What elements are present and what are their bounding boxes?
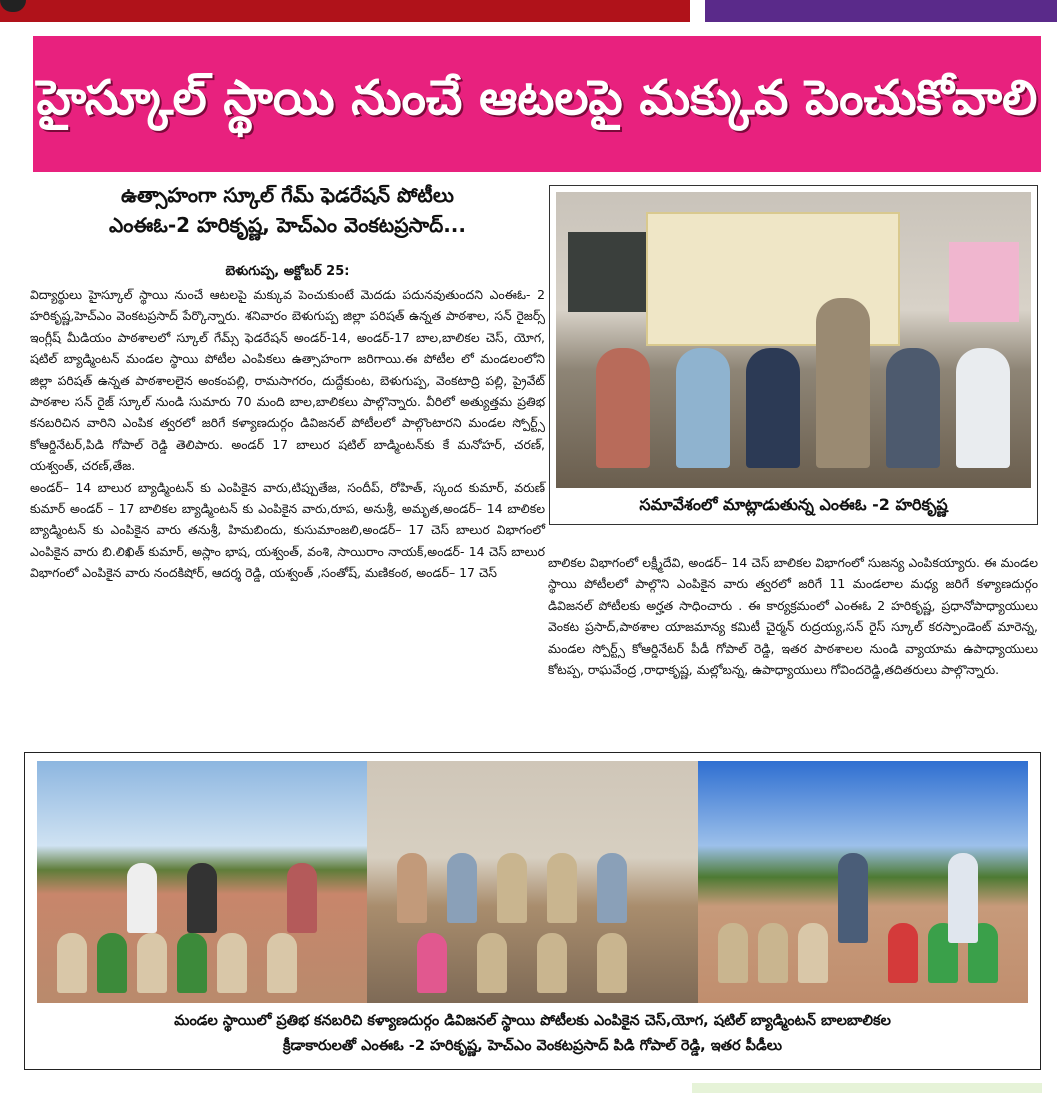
photo-person	[597, 853, 627, 923]
photo-wall-chart	[949, 242, 1019, 322]
photo-person	[397, 853, 427, 923]
players-photo-badminton	[698, 761, 1028, 1003]
photo-person	[886, 348, 940, 468]
photo-person	[956, 348, 1010, 468]
photo-person	[816, 298, 870, 468]
article-paragraph-1: విద్యార్థులు హైస్కూల్ స్థాయి నుంచే ఆటలపై మక్కువ పెంచుకుంటే మెదడు పదునవుతుందని ఎంఈఓ- 2 హరికృష్ణ,హెచ్ఎం వెంకటప్రసాద్ పేర్కొన్నారు. శనివారం బెళుగుప్ప జిల్లా పరిషత్ ఉన్నత పాఠశాల, సన్ రైజర్స్ ఇంగ్లీష్ మీడియం పాఠశాలలో స్కూల్ గేమ్స్ ఫెడరేషన్ అండర్-14, అండర్-17 బాల,బాలికల చెస్, యోగ, షటిల్ బ్యాడ్మింటన్ మండల స్థాయి పోటీల ఎంపికలు ఉత్సాహంగా జరిగాయి.ఈ పోటీల లో మండలంలోని జిల్లా పరిషత్ ఉన్నత పాఠశాలలైన అంకంపల్లి, రామసాగరం, దుద్దేకుంట, బెళుగుప్ప, వెంకటాద్రి పల్లి, ప్రైవేట్ పాఠశాల సన్ రైజ్ స్కూల్ నుండి సుమారు 70 మంది బాల,బాలికలు పాల్గొన్నారు. వీరిలో అత్యుత్తమ ప్రతిభ కనబరిచిన వారిని ఎంపిక త్వరలో జరిగే కళ్యాణదుర్గం డివిజనల్ పోటీలలో పాల్గొంటారని మండల స్పోర్ట్స్ కోఆర్డినేటర్,పిడి గోపాల్ రెడ్డి తెలిపారు. అండర్ 17 బాలుర షటిల్ బాడ్మింటన్‌కు కే మనోహర్, చరణ్, యశ్వంత్, చరణ్,తేజ.	[30, 287, 545, 474]
photo-person	[798, 923, 828, 983]
photo-person	[718, 923, 748, 983]
photo-person	[758, 923, 788, 983]
photo-person	[948, 853, 978, 943]
photo-person	[267, 933, 297, 993]
players-photo-chess	[367, 761, 697, 1003]
photo-person	[447, 853, 477, 923]
photo-person	[537, 933, 567, 993]
subheadline-line-2: ఎంఈఓ-2 హరికృష్ణ, హెచ్ఎం వెంకటప్రసాద్...	[109, 213, 466, 237]
photo-person	[57, 933, 87, 993]
players-photo-box	[24, 752, 1041, 1070]
players-photo-ground	[37, 761, 367, 1003]
top-bar-purple-segment	[705, 0, 1057, 22]
players-photo-caption	[25, 1009, 1040, 1059]
photo-person	[177, 933, 207, 993]
article-column-right	[548, 552, 1038, 680]
photo-person	[477, 933, 507, 993]
headline: హైస్కూల్ స్థాయి నుంచే ఆటలపై మక్కువ పెంచుకోవాలి	[36, 70, 1038, 126]
meeting-photo-caption: సమావేశంలో మాట్లాడుతున్న ఎంఈఓ -2 హరికృష్ణ	[639, 495, 948, 514]
photo-person	[888, 923, 918, 983]
photo-person	[497, 853, 527, 923]
headline-banner	[33, 36, 1041, 172]
top-color-bar	[0, 0, 1057, 22]
article-paragraph-2: అండర్– 14 బాలుర బ్యాడ్మింటన్ కు ఎంపికైన వారు,టిప్పుతేజ, సందీప్, రోహిత్, స్కంద కుమార్, వరుణ్ కుమార్ అండర్ – 17 బాలికల బ్యాడ్మింటన్ కు ఎంపికైన వారు,రూప, అనుశ్రీ, అమృత,అండర్– 14 బాలికల బ్యాడ్మింటన్ కు ఎంపికైన వారు తనుశ్రీ, హిమబిందు, కుసుమాంజలి,అండర్– 17 చెస్ బాలుర విభాగంలో ఎంపికైన వారు బి.లిఖిత్ కుమార్, అస్లాం భాష, యశ్వంత్, వంశి, సాయిరాం నాయక్,అండర్- 14 చెస్ బాలుర విభాగంలో ఎంపికైన వారు నందకిషోర్, ఆదర్శ రెడ్డి, యశ్వంత్ ,సంతోష్, మణికంఠ, అండర్– 17 చెస్	[30, 479, 545, 581]
dateline: బెళుగుప్ప, అక్టోబర్ 25:	[225, 264, 350, 279]
players-caption-line-2: క్రీడాకారులతో ఎంఈఓ -2 హరికృష్ణ, హెచ్ఎం వెంకటప్రసాద్ పిడి గోపాల్ రెడ్డి, ఇతర పీడీలు	[282, 1038, 782, 1054]
meeting-photo-frame	[549, 185, 1038, 525]
photo-person	[187, 863, 217, 933]
top-bar-red-segment	[0, 0, 690, 22]
photo-person	[217, 933, 247, 993]
players-photo-strip	[37, 761, 1028, 1003]
photo-person	[547, 853, 577, 923]
photo-person	[597, 933, 627, 993]
article-paragraph-3: బాలికల విభాగంలో లక్ష్మీదేవి, అండర్– 14 చెస్ బాలికల విభాగంలో సుజన్య ఎంపికయ్యారు. ఈ మండల స్థాయి పోటీలలో పాల్గొని ఎంపికైన వారు త్వరలో జరిగే 11 మండలాల మధ్య జరిగే కళ్యాణదుర్గం డివిజనల్ పోటీలకు అర్హత సాధించారు . ఈ కార్యక్రమంలో ఎంఈఓ 2 హరికృష్ణ, ప్రధానోపాధ్యాయులు వెంకట ప్రసాద్,పాఠశాల యాజమాన్య కమిటీ చైర్మన్ రుద్రయ్య,సన్ రైస్ స్కూల్ కరస్పాండెంట్ మారెన్న, మండల స్పోర్ట్స్ కోఆర్డినేటర్ పీడీ గోపాల్ రెడ్డి, ఇతర పాఠశాలల నుండి వ్యాయామ ఉపాధ్యాయులు కోటప్ప, రాఘవేంద్ర ,రాధాకృష్ణ, మల్లోబన్న, ఉపాధ్యాయులు గోవిందరెడ్డి,తదితరులు పాల్గొన్నారు.	[548, 555, 1038, 678]
subheadline-line-1: ఉత్సాహంగా స్కూల్ గేమ్ ఫెడరేషన్ పోటీలు	[121, 183, 454, 207]
article-column-left	[30, 284, 545, 584]
photo-person	[127, 863, 157, 933]
photo-person	[596, 348, 650, 468]
photo-person	[746, 348, 800, 468]
photo-person	[838, 853, 868, 943]
players-caption-line-1: మండల స్థాయిలో ప్రతిభ కనబరిచి కళ్యాణదుర్గం డివిజనల్ స్థాయి పోటీలకు ఎంపికైన చెస్,యోగ, షటిల్ బ్యాడ్మింటన్ బాలబాలికల	[174, 1013, 891, 1029]
photo-person	[137, 933, 167, 993]
photo-person	[676, 348, 730, 468]
meeting-photo	[556, 192, 1031, 488]
photo-person	[417, 933, 447, 993]
photo-person	[97, 933, 127, 993]
footer-green-strip	[692, 1083, 1042, 1093]
subheadline	[30, 180, 545, 240]
photo-person	[287, 863, 317, 933]
